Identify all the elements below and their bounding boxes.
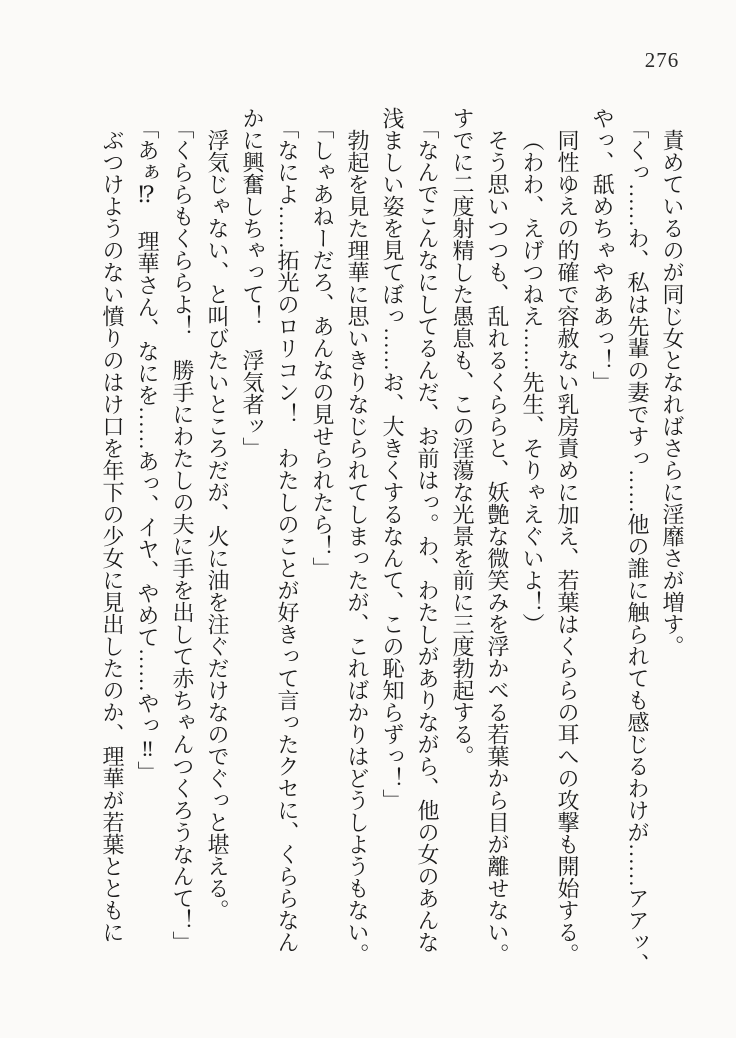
text-line: 「しゃあねーだろ、あんなの見せられたら！」: [310, 116, 335, 579]
vertical-text-block: [95, 107, 690, 973]
text-line: やっ、舐めちゃやああっ！」: [590, 107, 615, 393]
text-line: 責めているのが同じ女となればさらに淫靡さが増す。: [660, 129, 685, 657]
text-line: すでに二度射精した愚息も、この淫蕩な光景を前に三度勃起する。: [450, 107, 475, 767]
text-line: 「あぁ⁉ 理華さん、なにを……あっ、イヤ、やめて……やっ‼」: [135, 116, 160, 783]
text-line: 「なによ……拓光のロリコン！ わたしのことが好きって言ったクセに、くららなん: [275, 116, 300, 953]
text-line: 「くららもくららよ！ 勝手にわたしの夫に手を出して赤ちゃんつくろうなんて！」: [170, 116, 195, 953]
page-number: 276: [644, 48, 680, 72]
text-line: 勃起を見た理華に思いきりなじられてしまったが、こればかりはどうしようもない。: [345, 129, 370, 965]
text-line: 浅ましい姿を見てぼっ……お、大きくするなんて、この恥知らずっ！」: [380, 107, 405, 811]
text-line: 「くっ……わ、私は先輩の妻ですっ……他の誰に触られても感じるわけが……アアッ、: [625, 116, 650, 975]
text-line: かに興奮しちゃって！ 浮気者ッ」: [240, 107, 265, 459]
text-line: 浮気じゃない、と叫びたいところだが、火に油を注ぐだけなのでぐっと堪える。: [205, 129, 230, 921]
text-line: 同性ゆえの的確で容赦ない乳房責めに加え、若葉はくららの耳への攻撃も開始する。: [555, 129, 580, 965]
text-line: 「なんでこんなにしてるんだ、お前はっ。わ、わたしがありながら、他の女のあんな: [415, 116, 440, 953]
text-line: （わわ、えげつねえ……先生、そりゃえぐいよ！）: [520, 129, 545, 635]
text-line: そう思いつつも、乱れるくららと、妖艶な微笑みを浮かべる若葉から目が離せない。: [485, 129, 510, 965]
text-line: ぶつけようのない憤りのはけ口を年下の少女に見出したのか、理華が若葉とともに: [100, 129, 125, 943]
